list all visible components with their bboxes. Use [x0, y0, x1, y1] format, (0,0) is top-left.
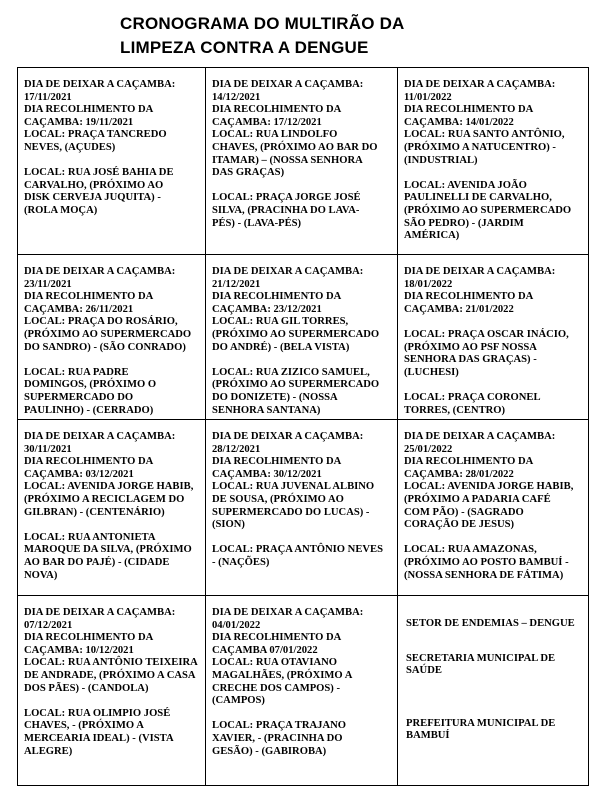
cell-line: DE SOUSA, (PRÓXIMO AO	[212, 493, 344, 505]
cell-line: LOCAL: PRAÇA JORGE JOSÉ	[212, 192, 361, 204]
cell-line: (PRÓXIMO AO SUPERMERCADO	[24, 328, 192, 340]
cell-line: NEVES, (AÇUDES)	[24, 141, 116, 153]
cell-line: LOCAL: PRAÇA TRAJANO	[212, 720, 346, 732]
cell-line: LOCAL: RUA JOSÉ BAHIA DE	[24, 167, 174, 179]
cell-line: LOCAL: PRAÇA ANTÔNIO NEVES	[212, 544, 383, 556]
sector-block	[406, 618, 584, 631]
cell-line: CORAÇÃO DE JESUS)	[404, 519, 515, 531]
cell-line: DIA DE DEIXAR A CAÇAMBA:	[24, 79, 176, 90]
cell-line: (PRÓXIMO AO SUPERMERCADO	[404, 204, 572, 216]
secretaria-line-1: SECRETARIA MUNICIPAL DE	[406, 652, 556, 664]
cell-line: LOCAL: AVENIDA JORGE HABIB,	[24, 481, 194, 493]
prefeitura-block	[406, 718, 584, 743]
spacer	[404, 532, 584, 545]
cell-line: ALEGRE)	[24, 745, 73, 757]
cell-line: CARVALHO, (PRÓXIMO AO	[24, 179, 164, 191]
cell-line: LOCAL: PRAÇA CORONEL	[404, 391, 541, 403]
secretaria-line-2: SAÚDE	[406, 665, 442, 677]
cell-line: DIA RECOLHIMENTO DA	[212, 632, 342, 644]
cell-line: 14/12/2021	[212, 91, 261, 103]
cell-line: 18/01/2022	[404, 278, 453, 290]
cell-line: (CAMPOS)	[212, 695, 265, 707]
cell-line: DIA DE DEIXAR A CAÇAMBA:	[24, 266, 176, 277]
cell-line: DOMINGOS, (PRÓXIMO O	[24, 379, 157, 391]
spacer	[404, 167, 584, 180]
cell-line: LOCAL: PRAÇA DO ROSÁRIO,	[24, 316, 178, 328]
cell-line: (PRÓXIMO A NATUCENTRO) -	[404, 141, 556, 153]
cell-line: DO SANDRO) - (SÃO CONRADO)	[24, 341, 186, 353]
cell-line: PÉS) - (LAVA-PÉS)	[212, 217, 302, 229]
cell-line: MERCEARIA IDEAL) - (VISTA	[24, 732, 174, 744]
cell-line: ITAMAR) – (NOSSA SENHORA	[212, 154, 363, 166]
cell-line: DIA DE DEIXAR A CAÇAMBA:	[404, 431, 556, 442]
schedule-cell	[18, 68, 206, 255]
cell-line: DISK CERVEJA JUQUITA) -	[24, 192, 161, 204]
cell-line: DIA RECOLHIMENTO DA	[24, 632, 154, 644]
cell-line: DIA RECOLHIMENTO DA	[212, 456, 342, 468]
cell-line: (PRÓXIMO A PADARIA CAFÉ	[404, 493, 551, 505]
cell-line: DIA RECOLHIMENTO DA	[404, 104, 534, 116]
cell-line: CAÇAMBA: 28/01/2022	[404, 468, 514, 480]
cell-line: DOS PÃES) - (CANDOLA)	[24, 682, 149, 694]
cell-line: (INDUSTRIAL)	[404, 154, 478, 166]
cell-line: DAS GRAÇAS)	[212, 167, 285, 179]
cell-line: CAÇAMBA: 30/12/2021	[212, 468, 322, 480]
cell-line: LOCAL: RUA PADRE	[24, 366, 129, 378]
cell-line: MAROQUE DA SILVA, (PRÓXIMO	[24, 544, 192, 556]
schedule-cell	[206, 68, 398, 255]
cell-line: LOCAL: PRAÇA OSCAR INÁCIO,	[404, 328, 569, 340]
cell-line: DIA DE DEIXAR A CAÇAMBA:	[24, 607, 176, 618]
cell-line: LOCAL: RUA JUVENAL ALBINO	[212, 481, 375, 493]
schedule-cell	[398, 68, 588, 255]
cell-line: DIA DE DEIXAR A CAÇAMBA:	[212, 431, 364, 442]
cell-line: DIA RECOLHIMENTO DA	[24, 291, 154, 303]
schedule-cell	[18, 420, 206, 596]
cell-line: LOCAL: RUA SANTO ANTÔNIO,	[404, 129, 565, 141]
cell-line: CAÇAMBA: 10/12/2021	[24, 644, 134, 656]
cell-line: LOCAL: RUA ANTONIETA	[24, 531, 156, 543]
cell-line: NOVA)	[24, 569, 58, 581]
cell-line: LOCAL: PRAÇA TANCREDO	[24, 129, 167, 141]
schedule-cell	[18, 255, 206, 420]
schedule-cell	[18, 596, 206, 785]
cell-line: 30/11/2021	[24, 443, 72, 455]
schedule-cell	[398, 255, 588, 420]
cell-line: - (NAÇÕES)	[212, 556, 270, 568]
schedule-table	[17, 67, 589, 786]
schedule-cell	[206, 420, 398, 596]
cell-line: DIA RECOLHIMENTO DA	[24, 104, 154, 116]
cell-line: AMÉRICA)	[404, 230, 460, 242]
cell-line: PAULINHO) - (CERRADO)	[24, 404, 154, 416]
cell-line: (PRÓXIMO A RECICLAGEM DO	[24, 493, 185, 505]
cell-line: 17/11/2021	[24, 91, 72, 103]
prefeitura-line-1: PREFEITURA MUNICIPAL DE	[406, 717, 556, 729]
cell-line: CAÇAMBA: 17/12/2021	[212, 116, 322, 128]
cell-line: DIA DE DEIXAR A CAÇAMBA:	[212, 607, 364, 618]
sector-text: SETOR DE ENDEMIAS – DENGUE	[406, 618, 575, 629]
cell-line: CHAVES, (PRÓXIMO AO BAR DO	[212, 141, 378, 153]
cell-line: (LUCHESI)	[404, 366, 459, 378]
cell-line: PAULINELLI DE CARVALHO,	[404, 192, 552, 204]
cell-line: CHAVES, - (PRÓXIMO A	[24, 720, 144, 732]
info-cell	[398, 596, 588, 785]
spacer	[212, 532, 393, 545]
spacer	[212, 708, 393, 721]
cell-line: CAÇAMBA: 26/11/2021	[24, 303, 134, 315]
title-line-1: CRONOGRAMA DO MULTIRÃO DA	[120, 14, 405, 33]
cell-line: DIA RECOLHIMENTO DA	[404, 291, 534, 303]
spacer	[404, 316, 584, 329]
cell-line: SÃO PEDRO) - (JARDIM	[404, 217, 524, 229]
cell-line: DIA DE DEIXAR A CAÇAMBA:	[212, 266, 364, 277]
title-line-2: LIMPEZA CONTRA A DENGUE	[120, 38, 369, 57]
schedule-cell	[206, 255, 398, 420]
cell-line: SUPERMERCADO DO LUCAS) -	[212, 506, 370, 518]
cell-line: LOCAL: RUA GIL TORRES,	[212, 316, 349, 328]
cell-line: DIA DE DEIXAR A CAÇAMBA:	[404, 266, 556, 277]
cell-line: (PRÓXIMO AO PSF NOSSA	[404, 341, 537, 353]
cell-line: 11/01/2022	[404, 91, 452, 103]
cell-line: (NOSSA SENHORA DE FÁTIMA)	[404, 569, 564, 581]
cell-line: CRECHE DOS CAMPOS) -	[212, 682, 341, 694]
cell-line: GESÃO) - (GABIROBA)	[212, 745, 327, 757]
cell-line: DIA DE DEIXAR A CAÇAMBA:	[212, 79, 364, 90]
cell-line: DO DONIZETE) - (NOSSA	[212, 391, 338, 403]
cell-line: LOCAL: AVENIDA JOÃO	[404, 179, 527, 191]
spacer	[24, 695, 201, 708]
cell-line: CAÇAMBA: 23/12/2021	[212, 303, 322, 315]
cell-line: DIA RECOLHIMENTO DA	[404, 456, 534, 468]
cell-line: CAÇAMBA: 21/01/2022	[404, 303, 514, 315]
spacer	[212, 354, 393, 367]
cell-line: SENHORA SANTANA)	[212, 404, 321, 416]
cell-line: 04/01/2022	[212, 619, 261, 631]
cell-line: (SION)	[212, 519, 245, 531]
spacer	[24, 354, 201, 367]
schedule-cell	[398, 420, 588, 596]
cell-line: (PRÓXIMO AO SUPERMERCADO	[212, 328, 380, 340]
cell-line: 23/11/2021	[24, 278, 72, 290]
cell-line: DIA DE DEIXAR A CAÇAMBA:	[404, 79, 556, 90]
cell-line: LOCAL: RUA ZIZICO SAMUEL,	[212, 366, 370, 378]
cell-line: GILBRAN) - (CENTENÁRIO)	[24, 506, 165, 518]
cell-line: COM PÃO) - (SAGRADO	[404, 506, 524, 518]
cell-line: DO ANDRÉ) - (BELA VISTA)	[212, 341, 350, 353]
cell-line: SUPERMERCADO DO	[24, 391, 134, 403]
spacer	[24, 519, 201, 532]
cell-line: 25/01/2022	[404, 443, 453, 455]
cell-line: LOCAL: RUA AMAZONAS,	[404, 544, 537, 556]
secretaria-block	[406, 653, 584, 678]
cell-line: DE ANDRADE, (PRÓXIMO A CASA	[24, 669, 196, 681]
cell-line: (PRÓXIMO AO SUPERMERCADO	[212, 379, 380, 391]
cell-line: DIA RECOLHIMENTO DA	[212, 104, 342, 116]
cell-line: DIA RECOLHIMENTO DA	[24, 456, 154, 468]
spacer	[404, 379, 584, 392]
cell-line: (ROLA MOÇA)	[24, 204, 98, 216]
cell-line: AO BAR DO PAJÉ) - (CIDADE	[24, 556, 170, 568]
cell-line: CAÇAMBA: 14/01/2022	[404, 116, 514, 128]
cell-line: 21/12/2021	[212, 278, 261, 290]
cell-line: (PRÓXIMO AO POSTO BAMBUÍ -	[404, 556, 569, 568]
cell-line: LOCAL: RUA OTAVIANO	[212, 657, 337, 669]
cell-line: CAÇAMBA: 19/11/2021	[24, 116, 134, 128]
cell-line: SENHORA DAS GRAÇAS) -	[404, 354, 537, 366]
cell-line: 28/12/2021	[212, 443, 261, 455]
cell-line: DIA DE DEIXAR A CAÇAMBA:	[24, 431, 176, 442]
cell-line: LOCAL: AVENIDA JORGE HABIB,	[404, 481, 574, 493]
cell-line: 07/12/2021	[24, 619, 73, 631]
spacer	[24, 155, 201, 168]
schedule-cell	[206, 596, 398, 785]
cell-line: DIA RECOLHIMENTO DA	[212, 291, 342, 303]
cell-line: MAGALHÃES, (PRÓXIMO A	[212, 669, 353, 681]
spacer	[212, 180, 393, 193]
cell-line: LOCAL: RUA OLIMPIO JOSÉ	[24, 707, 171, 719]
cell-line: CAÇAMBA: 03/12/2021	[24, 468, 134, 480]
cell-line: TORRES, (CENTRO)	[404, 404, 506, 416]
cell-line: LOCAL: RUA LINDOLFO	[212, 129, 338, 141]
prefeitura-line-2: BAMBUÍ	[406, 730, 450, 742]
cell-line: LOCAL: RUA ANTÔNIO TEIXEIRA	[24, 657, 198, 669]
cell-line: CAÇAMBA 07/01/2022	[212, 644, 318, 656]
document-title	[120, 12, 520, 60]
cell-line: SILVA, (PRACINHA DO LAVA-	[212, 204, 360, 216]
cell-line: XAVIER, - (PRACINHA DO	[212, 732, 343, 744]
